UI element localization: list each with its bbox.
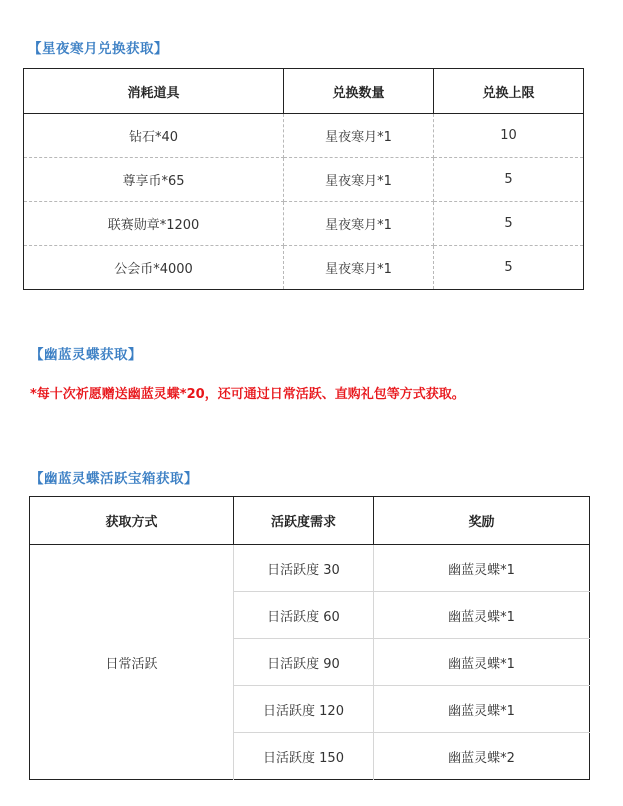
activity-requirement-cell: 日活跃度 120 [234, 686, 374, 733]
exchange-amount-cell: 星夜寒月*1 [284, 114, 434, 158]
table-row [30, 545, 590, 592]
reward-cell: 幽蓝灵蝶*2 [374, 733, 590, 780]
activity-requirement-cell: 日活跃度 90 [234, 639, 374, 686]
column-header-reward: 奖励 [374, 497, 590, 545]
column-header-method: 获取方式 [30, 497, 234, 545]
activity-requirement-cell: 日活跃度 60 [234, 592, 374, 639]
exchange-section-title: 【星夜寒月兑换获取】 [28, 41, 168, 57]
table-header-row [30, 497, 590, 545]
exchange-table [23, 68, 584, 290]
table-row [24, 158, 584, 202]
method-cell: 日常活跃 [30, 545, 234, 780]
column-header-activity-requirement: 活跃度需求 [234, 497, 374, 545]
cost-item-cell: 公会币*4000 [24, 246, 284, 290]
butterfly-section-title: 【幽蓝灵蝶获取】 [30, 347, 142, 363]
column-header-exchange-amount: 兑换数量 [284, 69, 434, 114]
reward-cell: 幽蓝灵蝶*1 [374, 592, 590, 639]
exchange-limit-cell: 10 [434, 114, 584, 158]
table-row [24, 202, 584, 246]
exchange-amount-cell: 星夜寒月*1 [284, 202, 434, 246]
cost-item-cell: 联赛勋章*1200 [24, 202, 284, 246]
exchange-amount-cell: 星夜寒月*1 [284, 246, 434, 290]
chest-section-title: 【幽蓝灵蝶活跃宝箱获取】 [30, 471, 198, 487]
butterfly-note: *每十次祈愿赠送幽蓝灵蝶*20，还可通过日常活跃、直购礼包等方式获取。 [30, 387, 465, 402]
exchange-limit-cell: 5 [434, 202, 584, 246]
exchange-limit-cell: 5 [434, 246, 584, 290]
exchange-limit-cell: 5 [434, 158, 584, 202]
activity-requirement-cell: 日活跃度 30 [234, 545, 374, 592]
activity-chest-table [29, 496, 590, 780]
cost-item-cell: 钻石*40 [24, 114, 284, 158]
reward-cell: 幽蓝灵蝶*1 [374, 686, 590, 733]
reward-cell: 幽蓝灵蝶*1 [374, 545, 590, 592]
table-row [24, 246, 584, 290]
column-header-exchange-limit: 兑换上限 [434, 69, 584, 114]
column-header-cost-item: 消耗道具 [24, 69, 284, 114]
activity-requirement-cell: 日活跃度 150 [234, 733, 374, 780]
table-row [24, 114, 584, 158]
exchange-amount-cell: 星夜寒月*1 [284, 158, 434, 202]
cost-item-cell: 尊享币*65 [24, 158, 284, 202]
table-header-row [24, 69, 584, 114]
reward-cell: 幽蓝灵蝶*1 [374, 639, 590, 686]
